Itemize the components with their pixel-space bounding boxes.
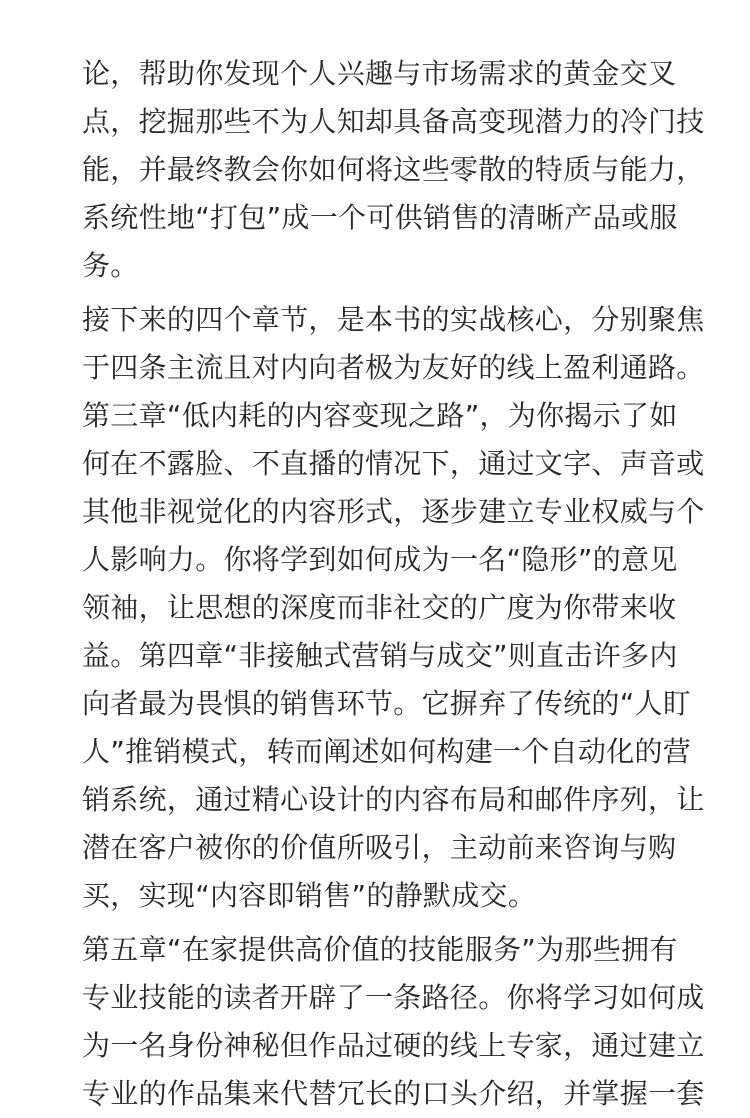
text-line: 何在不露脸、不直播的情况下，通过文字、声音或	[82, 447, 705, 480]
document-body	[82, 50, 705, 1118]
text-line: 接下来的四个章节，是本书的实战核心，分别聚焦	[82, 303, 705, 336]
text-line: 其他非视觉化的内容形式，逐步建立专业权威与个	[82, 495, 705, 528]
text-line: 销系统，通过精心设计的内容布局和邮件序列，让	[82, 783, 705, 816]
text-line: 能，并最终教会你如何将这些零散的特质与能力，	[82, 153, 705, 186]
text-line: 专业技能的读者开辟了一条路径。你将学习如何成	[82, 981, 705, 1014]
paragraph-3	[82, 926, 705, 1118]
text-line: 专业的作品集来代替冗长的口头介绍，并掌握一套	[82, 1077, 705, 1110]
text-line: 人”推销模式，转而阐述如何构建一个自动化的营	[82, 735, 692, 768]
text-line: 为一名身份神秘但作品过硬的线上专家，通过建立	[82, 1029, 705, 1062]
text-line: 务。	[82, 249, 139, 282]
paragraph-1	[82, 50, 705, 290]
text-line: 于四条主流且对内向者极为友好的线上盈利通路。	[82, 351, 705, 384]
text-line: 论，帮助你发现个人兴趣与市场需求的黄金交叉	[82, 57, 677, 90]
text-line: 向者最为畏惧的销售环节。它摒弃了传统的“人盯	[82, 687, 692, 720]
text-line: 益。第四章“非接触式营销与成交”则直击许多内	[82, 639, 678, 672]
text-line: 买，实现“内容即销售”的静默成交。	[82, 879, 537, 912]
text-line: 第三章“低内耗的内容变现之路”，为你揭示了如	[82, 399, 678, 432]
paragraph-2	[82, 296, 705, 920]
text-line: 系统性地“打包”成一个可供销售的清晰产品或服	[82, 201, 678, 234]
text-line: 第五章“在家提供高价值的技能服务”为那些拥有	[82, 933, 678, 966]
text-line: 领袖，让思想的深度而非社交的广度为你带来收	[82, 591, 677, 624]
text-line: 人影响力。你将学到如何成为一名“隐形”的意见	[82, 543, 678, 576]
text-line: 潜在客户被你的价值所吸引，主动前来咨询与购	[82, 831, 677, 864]
text-line: 点，挖掘那些不为人知却具备高变现潜力的冷门技	[82, 105, 705, 138]
